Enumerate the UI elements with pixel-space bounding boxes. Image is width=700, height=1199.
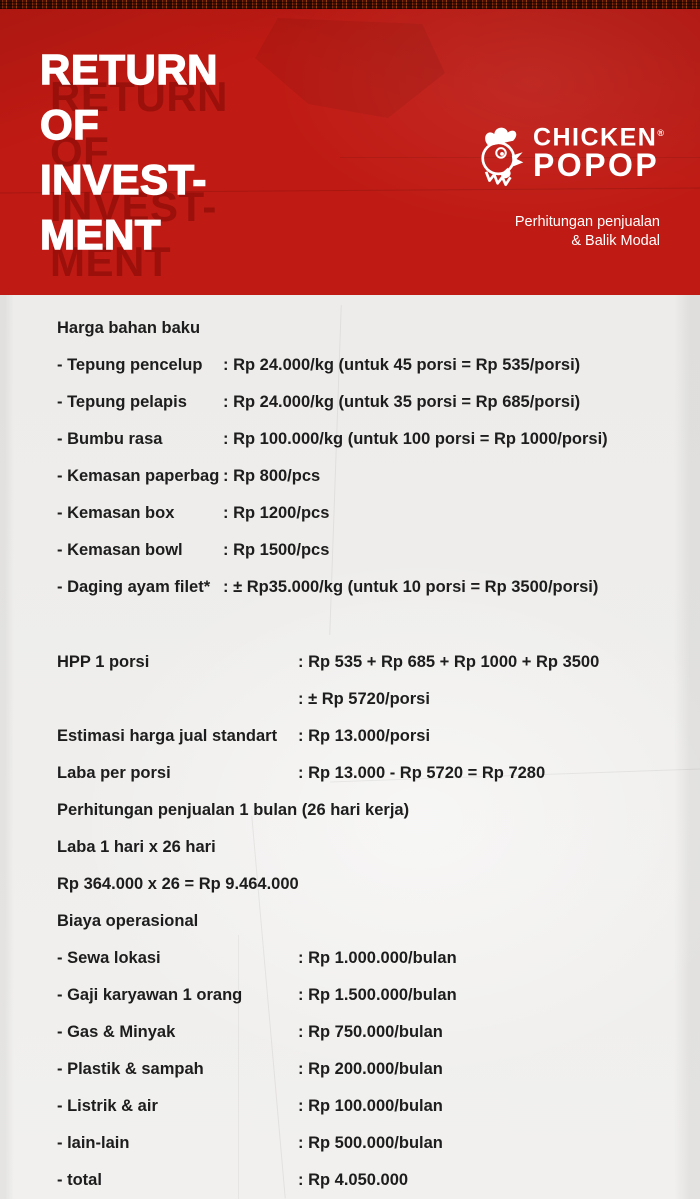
- row-label: - Tepung pencelup: [57, 356, 203, 374]
- row-label: - Daging ayam filet*: [57, 578, 211, 596]
- content: [0, 295, 700, 1192]
- section-penjualan: [57, 799, 666, 896]
- text-line: Rp 364.000 x 26 = Rp 9.464.000: [57, 875, 299, 893]
- brand-wordmark: [532, 120, 664, 184]
- table-row: [57, 947, 666, 970]
- title-line: INVEST-: [40, 156, 207, 203]
- row-value: : Rp 24.000/kg (untuk 45 porsi = Rp 535/porsi): [223, 356, 581, 374]
- tagline: [515, 213, 660, 250]
- row-label: - Bumbu rasa: [57, 430, 163, 448]
- row-label: - Kemasan box: [57, 504, 175, 522]
- page-title: [40, 42, 218, 262]
- tagline-line-2: & Balik Modal: [571, 232, 660, 249]
- row-value: : Rp 4.050.000: [298, 1171, 409, 1189]
- row-label: - lain-lain: [57, 1134, 130, 1152]
- section-heading: Harga bahan baku: [57, 319, 201, 337]
- row-label: Laba per porsi: [57, 764, 171, 782]
- row-label: - Kemasan paperbag: [57, 467, 220, 485]
- table-row: [57, 651, 666, 674]
- table-row: [57, 539, 666, 562]
- row-value: : Rp 800/pcs: [223, 467, 321, 485]
- row-value: : Rp 500.000/bulan: [298, 1134, 443, 1152]
- table-row: [57, 391, 666, 414]
- brand-name-top: [533, 120, 664, 150]
- row-label: - total: [57, 1171, 102, 1189]
- table-row: [57, 354, 666, 377]
- chicken-mascot-icon: [478, 124, 524, 198]
- row-value: : Rp 200.000/bulan: [298, 1060, 443, 1078]
- table-row: [57, 688, 666, 711]
- table-row: [57, 725, 666, 748]
- row-label: - Gas & Minyak: [57, 1023, 176, 1041]
- row-label: - Kemasan bowl: [57, 541, 183, 559]
- table-row: [57, 1095, 666, 1118]
- row-label: Estimasi harga jual standart: [57, 727, 278, 745]
- row-value: : Rp 750.000/bulan: [298, 1023, 443, 1041]
- table-row: [57, 762, 666, 785]
- row-value: : Rp 1.000.000/bulan: [298, 949, 457, 967]
- table-row: [57, 576, 666, 599]
- section-bahan-baku: [57, 317, 666, 599]
- table-row: [57, 984, 666, 1007]
- row-label: HPP 1 porsi: [57, 653, 150, 671]
- section-heading: Biaya operasional: [57, 912, 199, 930]
- section-hpp: [57, 651, 666, 785]
- row-value: : Rp 535 + Rp 685 + Rp 1000 + Rp 3500: [298, 653, 600, 671]
- row-value: : Rp 24.000/kg (untuk 35 porsi = Rp 685/porsi): [223, 393, 581, 411]
- tagline-line-1: Perhitungan penjualan: [514, 214, 660, 230]
- text-line: Perhitungan penjualan 1 bulan (26 hari kerja): [57, 801, 410, 819]
- torn-edge-strip: [0, 0, 700, 9]
- row-value: : Rp 100.000/kg (untuk 100 porsi = Rp 1000/porsi): [223, 430, 608, 448]
- row-label: [57, 688, 298, 711]
- section-operasional: [57, 910, 666, 1192]
- brand-name-chicken: CHICKEN: [532, 123, 658, 152]
- row-value: : ± Rp35.000/kg (untuk 10 porsi = Rp 3500/porsi): [223, 578, 599, 596]
- row-value: : Rp 13.000/porsi: [298, 727, 431, 745]
- row-label: - Sewa lokasi: [57, 949, 161, 967]
- row-label: - Plastik & sampah: [57, 1060, 204, 1078]
- row-value: : Rp 1.500.000/bulan: [298, 986, 457, 1004]
- row-value: : Rp 1200/pcs: [223, 504, 330, 522]
- row-label: - Gaji karyawan 1 orang: [57, 986, 243, 1004]
- torn-paper-patch: [255, 18, 445, 118]
- title-line: RETURN: [40, 46, 218, 93]
- brand-logo: [478, 120, 664, 198]
- table-row: [57, 502, 666, 525]
- row-value: : Rp 100.000/bulan: [298, 1097, 443, 1115]
- table-row: [57, 1132, 666, 1155]
- header: [0, 0, 700, 295]
- text-line: Laba 1 hari x 26 hari: [57, 838, 216, 856]
- table-row: [57, 1058, 666, 1081]
- row-label: - Listrik & air: [57, 1097, 158, 1115]
- row-value: : Rp 13.000 - Rp 5720 = Rp 7280: [298, 764, 546, 782]
- table-row: [57, 1021, 666, 1044]
- table-row: [57, 465, 666, 488]
- title-line: MENT: [40, 211, 161, 258]
- row-value: : ± Rp 5720/porsi: [298, 690, 430, 708]
- paper-background: [0, 295, 700, 1199]
- brand-name-bottom: POPOP: [532, 147, 660, 184]
- table-row: [57, 428, 666, 451]
- title-line: OF: [40, 101, 100, 148]
- table-row: [57, 1169, 666, 1192]
- row-value: : Rp 1500/pcs: [223, 541, 330, 559]
- row-label: - Tepung pelapis: [57, 393, 187, 411]
- registered-mark: ®: [657, 128, 664, 138]
